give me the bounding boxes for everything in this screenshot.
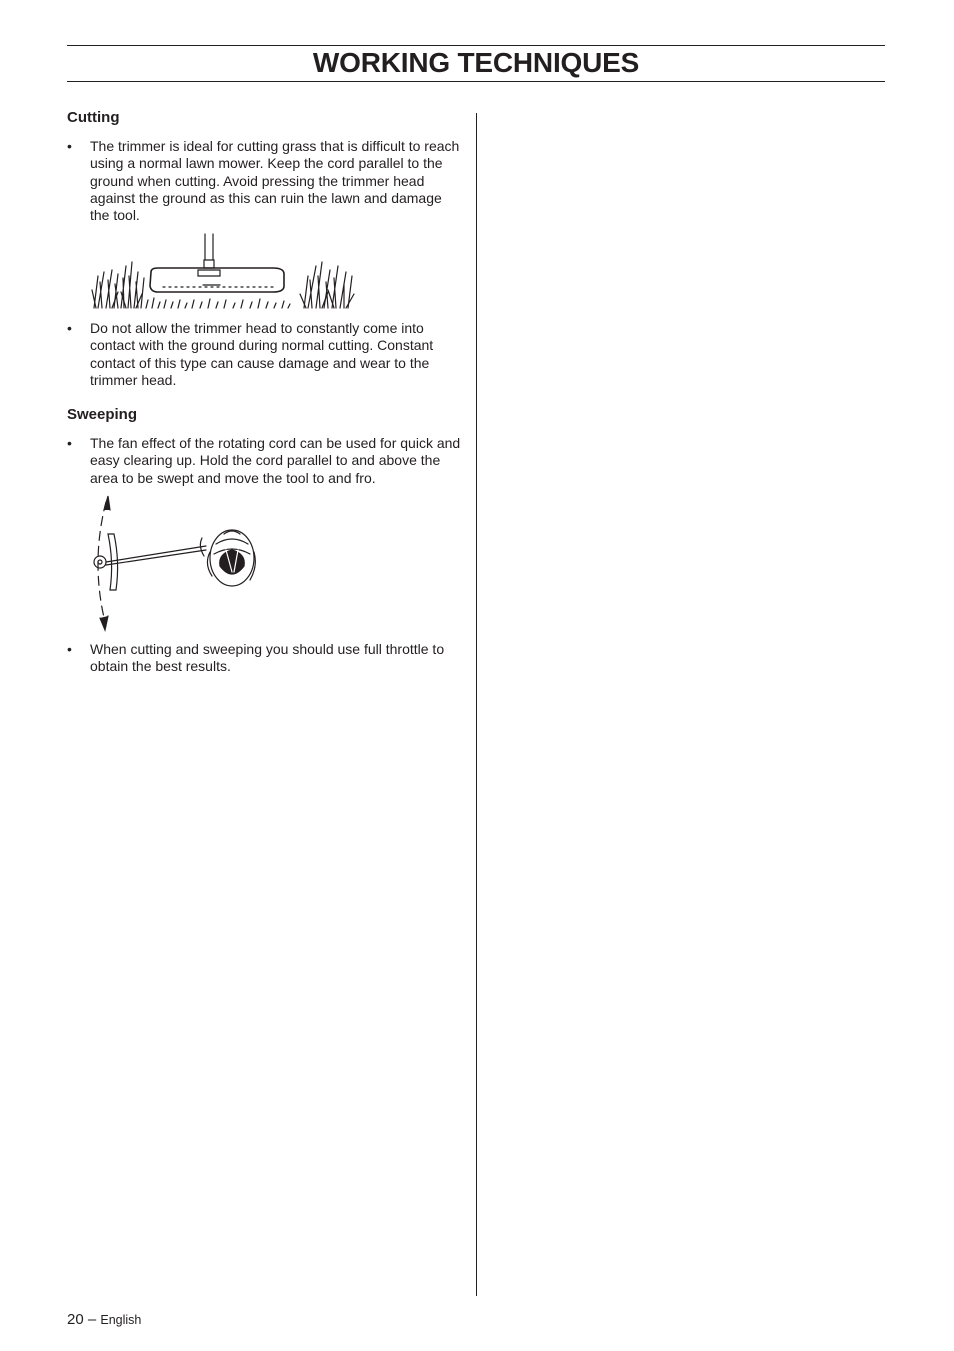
bullet-symbol: • [67,320,72,336]
bullet-symbol: • [67,138,72,154]
footer-separator: – [87,1311,97,1328]
list-item [67,641,462,676]
list-item [67,435,462,487]
footer-language: English [100,1313,142,1327]
header-rule-bottom [67,81,885,82]
page-number: 20 [67,1311,84,1328]
bullet-symbol: • [67,641,72,657]
page-title: WORKING TECHNIQUES [312,47,640,78]
sweeping-operator-top-view-illustration [86,494,261,632]
section-heading-cutting: Cutting [67,109,120,126]
paragraph: The fan effect of the rotating cord can be used for quick and easy clearing up. Hold the cord parallel to and above the area to be swept and move the tool to and fro. [90,435,461,486]
paragraph: When cutting and sweeping you should use full throttle to obtain the best results. [90,641,445,675]
section-heading-sweeping: Sweeping [67,406,138,423]
list-item [67,138,462,224]
list-item [67,320,462,389]
page-footer [67,1311,141,1329]
paragraph: Do not allow the trimmer head to constantly come into contact with the ground during normal cutting. Constant contact of this type can cause damage and wear to the trimmer head. [90,320,434,388]
trimmer-head-in-grass-illustration [88,232,358,310]
bullet-symbol: • [67,435,72,451]
paragraph: The trimmer is ideal for cutting grass that is difficult to reach using a normal lawn mower. Keep the cord parallel to the ground when cutting. Avoid pressing the trimmer head against the ground as this can ruin the lawn and damage the tool. [90,138,460,224]
column-divider [476,113,477,1296]
